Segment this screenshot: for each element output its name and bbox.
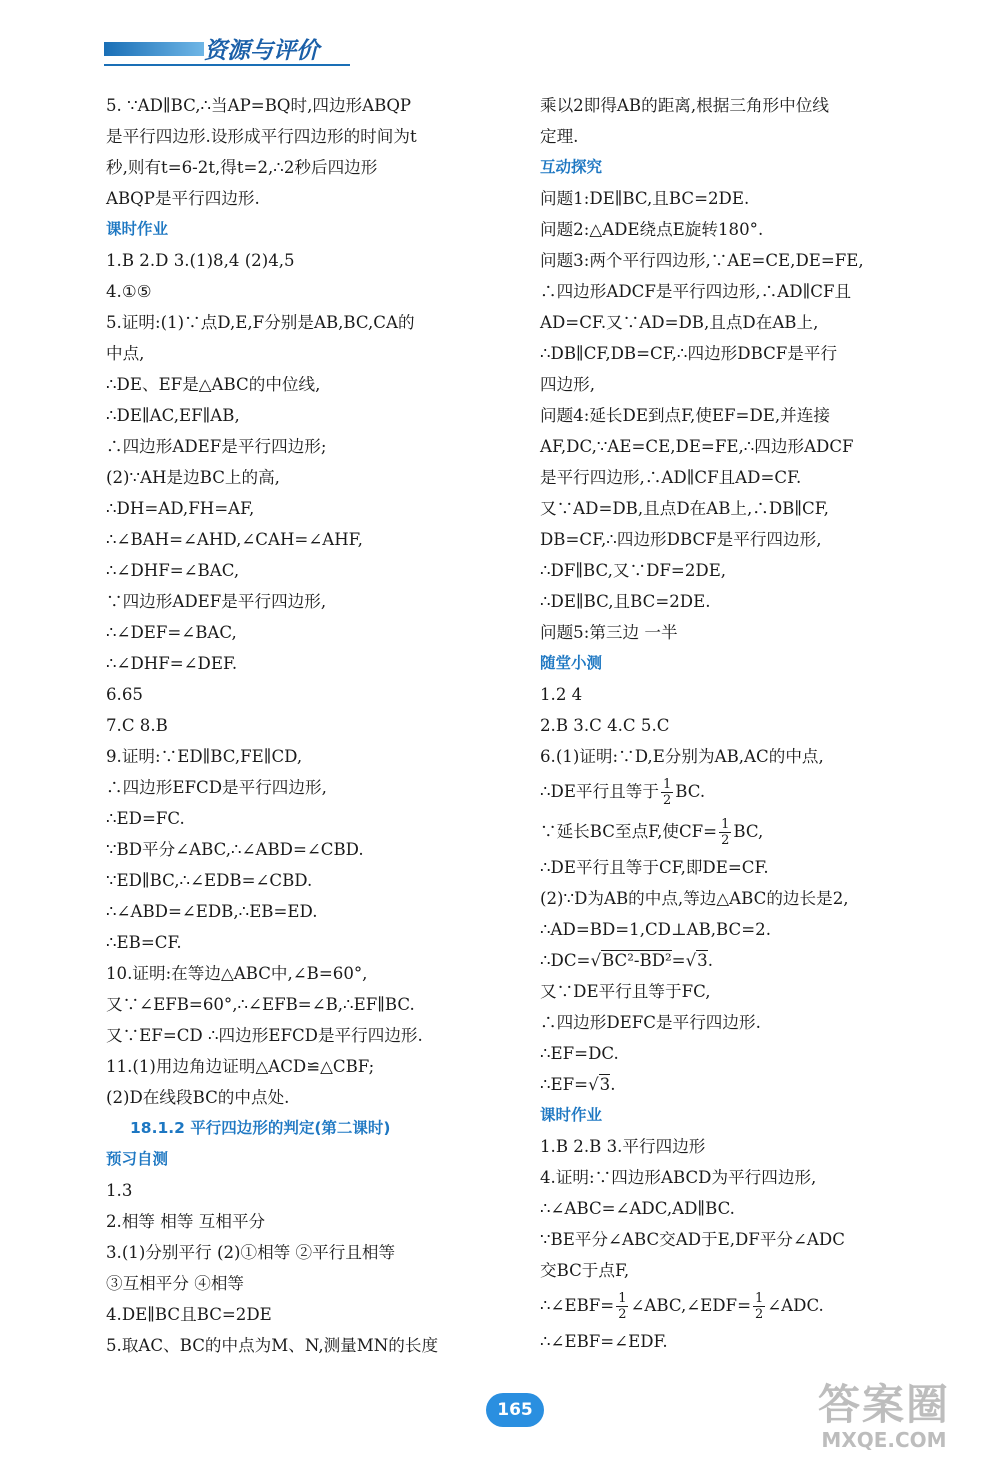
text-line: ∴四边形DEFC是平行四边形. [540, 1013, 761, 1032]
header-decoration-bar [104, 42, 204, 56]
text-line: 交BC于点F, [540, 1261, 630, 1280]
text-line: 乘以2即得AB的距离,根据三角形中位线 [540, 96, 829, 115]
text-line: 1.B 2.B 3.平行四边形 [540, 1137, 706, 1156]
fraction [753, 1291, 765, 1322]
formula-text: ∠ADC. [767, 1296, 824, 1315]
text-line: ∴EB=CF. [106, 933, 182, 952]
text-line: ∴DB∥CF,DB=CF,∴四边形DBCF是平行 [540, 344, 838, 363]
left-column [106, 90, 504, 1361]
text-line: 又∵AD=DB,且点D在AB上,∴DB∥CF, [540, 499, 829, 518]
text-line: 11.(1)用边角边证明△ACD≌△CBF; [106, 1057, 375, 1076]
formula-text: BC, [733, 822, 764, 841]
text-line: ∴ED=FC. [106, 809, 185, 828]
formula-text: . [707, 951, 713, 970]
text-line: 秒,则有t=6-2t,得t=2,∴2秒后四边形 [106, 158, 378, 177]
text-line: ∴DE∥AC,EF∥AB, [106, 406, 240, 425]
radicand: 3 [697, 951, 708, 970]
formula-line [540, 812, 940, 852]
formula-text: ∴EF= [540, 1075, 589, 1094]
text-line: 6.65 [106, 685, 143, 704]
text-line: ③互相平分 ④相等 [106, 1274, 245, 1293]
formula-text: . [610, 1075, 616, 1094]
text-line: ∴四边形EFCD是平行四边形, [106, 778, 327, 797]
watermark-logo: 答案圈 [818, 1380, 951, 1429]
text-line: ∴∠ABC=∠ADC,AD∥BC. [540, 1199, 735, 1218]
text-line: ∴DE、EF是△ABC的中位线, [106, 375, 321, 394]
text-line: AD=CF.又∵AD=DB,且点D在AB上, [540, 313, 819, 332]
formula-text: ∠ABC,∠EDF= [630, 1296, 751, 1315]
fraction-denominator: 2 [721, 833, 730, 848]
text-line: ∴∠EBF=∠EDF. [540, 1332, 668, 1351]
text-line: ∵BE平分∠ABC交AD于E,DF平分∠ADC [540, 1230, 845, 1249]
text-line: 问题5:第三边 一半 [540, 623, 678, 642]
text-line: ∴四边形ADCF是平行四边形,∴AD∥CF且 [540, 282, 852, 301]
fraction-denominator: 2 [754, 1307, 764, 1322]
formula-text: = [671, 951, 686, 970]
text-line: AF,DC,∵AE=CE,DE=FE,∴四边形ADCF [540, 437, 854, 456]
right-column [540, 90, 940, 1357]
page-number: 165 [486, 1393, 544, 1427]
formula-line [540, 1069, 940, 1100]
fraction-numerator: 1 [754, 1291, 764, 1306]
text-line: 又∵EF=CD ∴四边形EFCD是平行四边形. [106, 1026, 423, 1045]
text-line: 问题4:延长DE到点F,使EF=DE,并连接 [540, 406, 830, 425]
text-line: 又∵DE平行且等于FC, [540, 982, 711, 1001]
text-line: ∵BD平分∠ABC,∴∠ABD=∠CBD. [106, 840, 364, 859]
text-line: 4.证明:∵四边形ABCD为平行四边形, [540, 1168, 817, 1187]
text-line: 4.DE∥BC且BC=2DE [106, 1305, 272, 1324]
text-line: 3.(1)分别平行 (2)①相等 ②平行且相等 [106, 1243, 396, 1262]
text-line: ∴DF∥BC,又∵DF=2DE, [540, 561, 727, 580]
text-line: 问题1:DE∥BC,且BC=2DE. [540, 189, 750, 208]
text-line: ∴四边形ADEF是平行四边形; [106, 437, 327, 456]
fraction [616, 1291, 628, 1322]
text-line: 2.相等 相等 互相平分 [106, 1212, 266, 1231]
text-line: ∴EF=DC. [540, 1044, 619, 1063]
radical-sign: √ [588, 1075, 599, 1094]
formula-line [540, 772, 940, 812]
square-root [590, 950, 671, 970]
fraction-numerator: 1 [721, 817, 730, 832]
text-line: ∴∠DEF=∠BAC, [106, 623, 237, 642]
text-line: 5. ∵AD∥BC,∴当AP=BQ时,四边形ABQP [106, 96, 412, 115]
text-line: 问题2:△ADE绕点E旋转180°. [540, 220, 764, 239]
formula-text: BC. [675, 782, 706, 801]
text-line: 四边形, [540, 375, 596, 394]
fraction-numerator: 1 [662, 777, 672, 792]
section-heading: 课时作业 [540, 1106, 603, 1124]
text-line: 10.证明:在等边△ABC中,∠B=60°, [106, 964, 368, 983]
text-line: ∴AD=BD=1,CD⊥AB,BC=2. [540, 920, 771, 939]
text-line: (2)∵AH是边BC上的高, [106, 468, 280, 487]
section-heading: 互动探究 [540, 158, 603, 176]
text-line: ∴∠BAH=∠AHD,∠CAH=∠AHF, [106, 530, 363, 549]
formula-line [540, 1286, 940, 1326]
text-line: 9.证明:∵ED∥BC,FE∥CD, [106, 747, 303, 766]
formula-text: ∴DE平行且等于 [540, 782, 659, 801]
radical-sign: √ [685, 951, 697, 970]
text-line: (2)D在线段BC的中点处. [106, 1088, 290, 1107]
header-title: 资源与评价 [204, 38, 319, 64]
radical-sign: √ [590, 951, 602, 970]
formula-text: ∴∠EBF= [540, 1296, 615, 1315]
text-line: ∴DE平行且等于CF,即DE=CF. [540, 858, 769, 877]
text-line: ∴DH=AD,FH=AF, [106, 499, 255, 518]
text-line: ∴∠DHF=∠DEF. [106, 654, 238, 673]
watermark [818, 1382, 950, 1452]
text-line: 是平行四边形.设形成平行四边形的时间为t [106, 127, 417, 146]
formula-text: ∴DC= [540, 951, 591, 970]
fraction [719, 817, 731, 848]
section-heading: 课时作业 [106, 220, 169, 238]
text-line: 2.B 3.C 4.C 5.C [540, 716, 670, 735]
page-header [104, 28, 354, 68]
text-line: 中点, [106, 344, 145, 363]
text-line: 定理. [540, 127, 579, 146]
fraction-numerator: 1 [618, 1291, 627, 1306]
text-line: 1.B 2.D 3.(1)8,4 (2)4,5 [106, 251, 295, 270]
text-line: ∴∠ABD=∠EDB,∴EB=ED. [106, 902, 318, 921]
formula-text: ∵延长BC至点F,使CF= [540, 822, 718, 841]
text-line: 问题3:两个平行四边形,∵AE=CE,DE=FE, [540, 251, 864, 270]
text-line: ∴∠DHF=∠BAC, [106, 561, 240, 580]
section-heading: 预习自测 [106, 1150, 169, 1168]
square-root [686, 950, 708, 970]
radicand: 3 [599, 1075, 611, 1094]
text-line: ∵ED∥BC,∴∠EDB=∠CBD. [106, 871, 313, 890]
text-line: 是平行四边形,∴AD∥CF且AD=CF. [540, 468, 802, 487]
text-line: ∴DE∥BC,且BC=2DE. [540, 592, 711, 611]
fraction-denominator: 2 [662, 793, 672, 808]
square-root [588, 1074, 610, 1094]
text-line: 7.C 8.B [106, 716, 168, 735]
text-line: ABQP是平行四边形. [106, 189, 260, 208]
text-line: 5.证明:(1)∵点D,E,F分别是AB,BC,CA的 [106, 313, 415, 332]
radicand: BC²-BD² [602, 951, 672, 970]
text-line: DB=CF,∴四边形DBCF是平行四边形, [540, 530, 822, 549]
text-line: ∵四边形ADEF是平行四边形, [106, 592, 327, 611]
text-line: 又∵∠EFB=60°,∴∠EFB=∠B,∴EF∥BC. [106, 995, 415, 1014]
fraction-denominator: 2 [618, 1307, 627, 1322]
text-line: 4.①⑤ [106, 282, 152, 301]
fraction [661, 777, 673, 808]
text-line: (2)∵D为AB的中点,等边△ABC的边长是2, [540, 889, 849, 908]
text-line: 5.取AC、BC的中点为M、N,测量MN的长度 [106, 1336, 439, 1355]
formula-line [540, 945, 940, 976]
watermark-url: MXQE.COM [821, 1428, 947, 1452]
text-line: 1.3 [106, 1181, 133, 1200]
section-subtitle: 18.1.2 平行四边形的判定(第二课时) [130, 1119, 391, 1137]
text-line: 1.2 4 [540, 685, 583, 704]
section-heading: 随堂小测 [540, 654, 603, 672]
text-line: 6.(1)证明:∵D,E分别为AB,AC的中点, [540, 747, 824, 766]
